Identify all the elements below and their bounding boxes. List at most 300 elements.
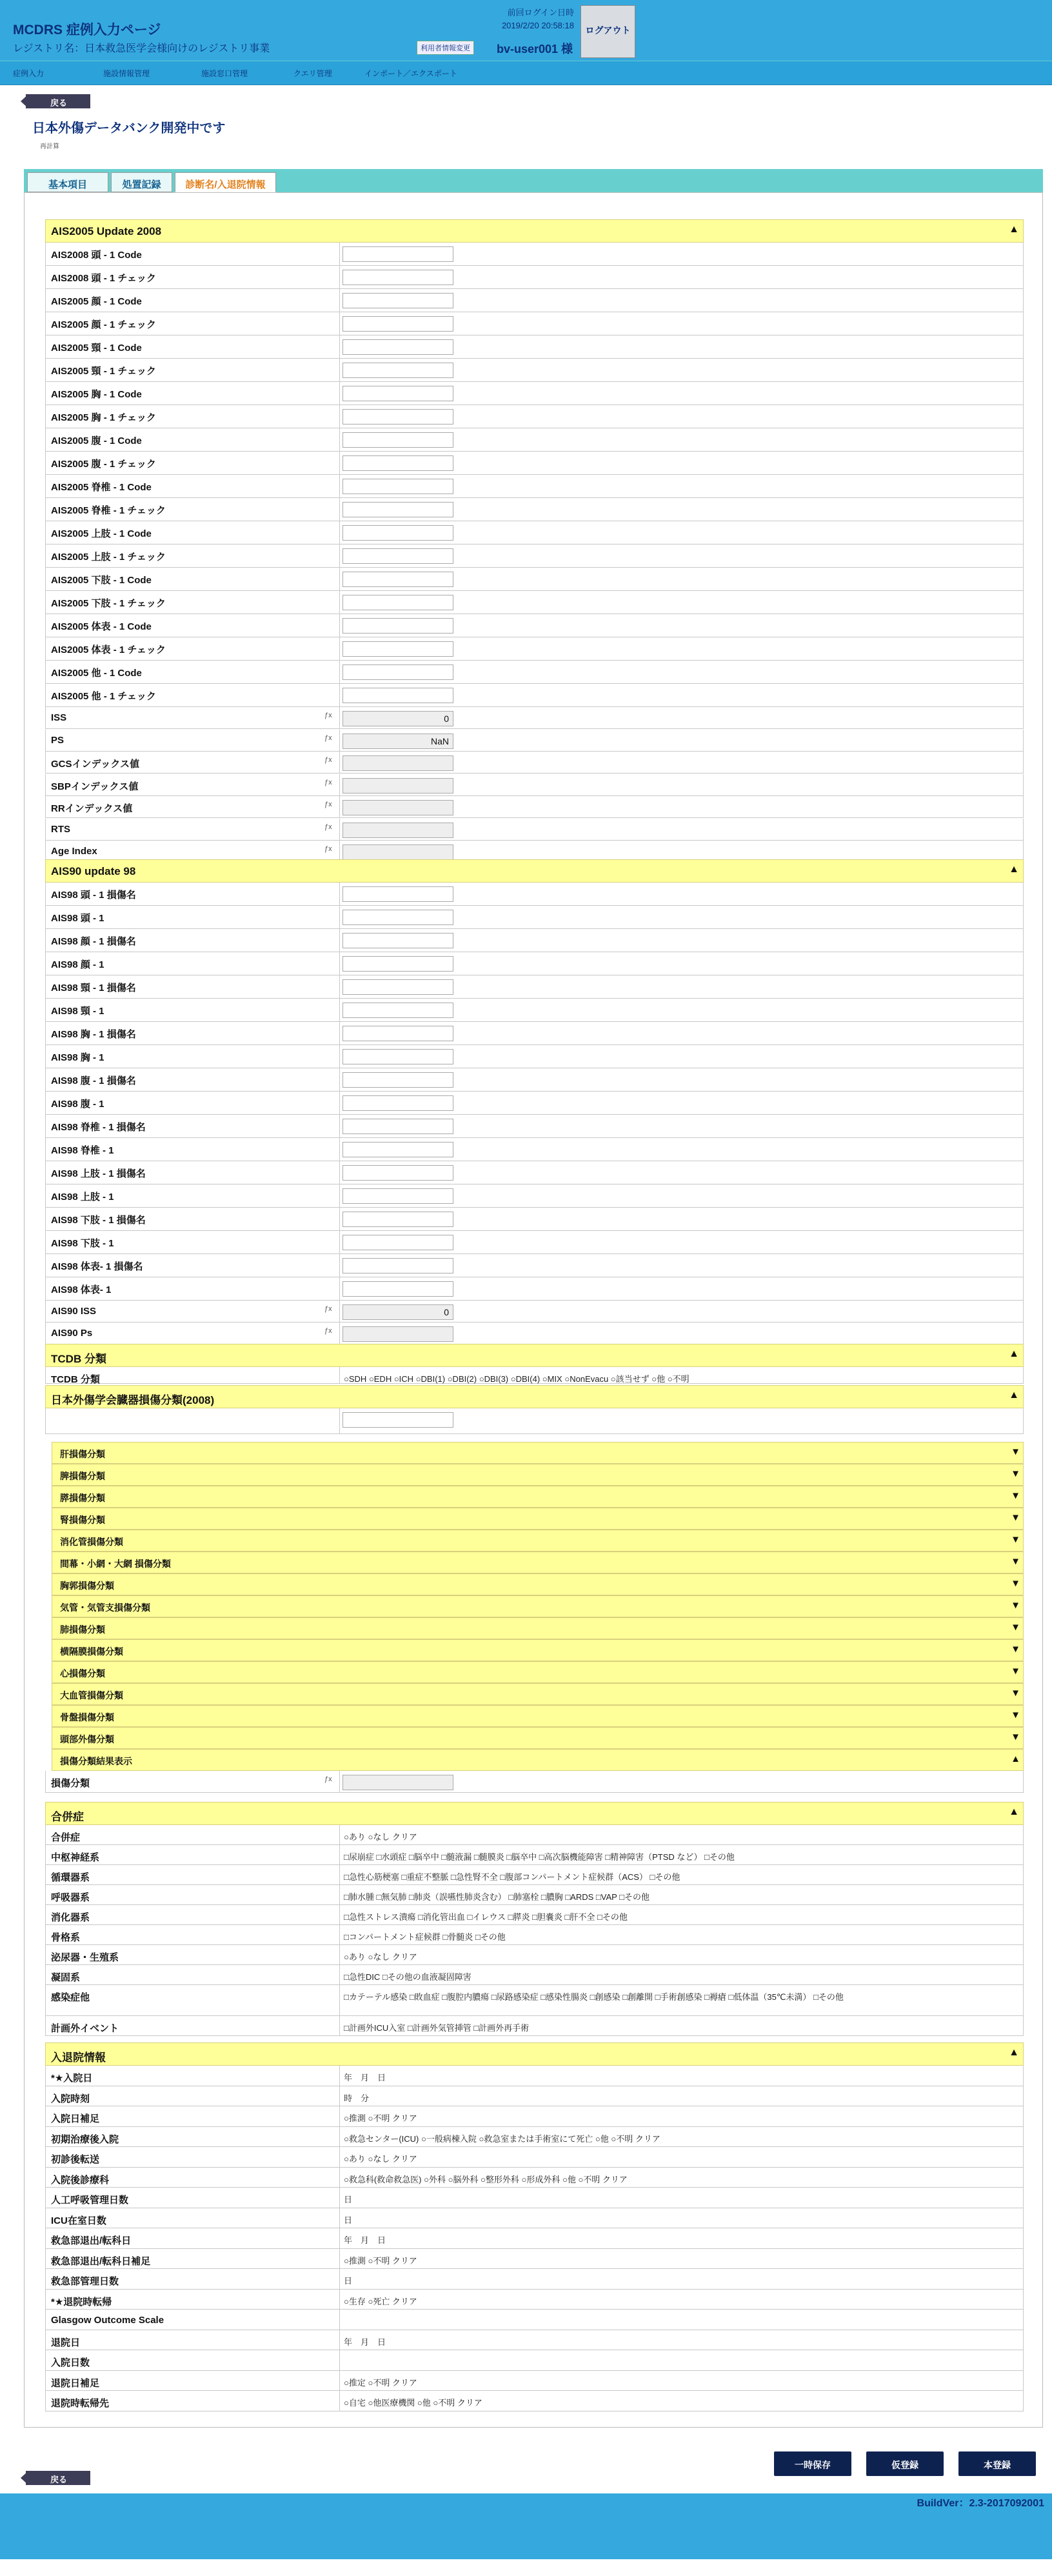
jast-subsection[interactable] — [52, 1617, 1024, 1639]
field-label: 骨格系 — [51, 1932, 81, 1943]
text-input[interactable] — [342, 502, 453, 517]
collapse-arrow-icon[interactable]: ▼ — [1011, 1468, 1020, 1479]
form-row — [45, 1771, 1024, 1793]
field-label: AIS2005 体表 - 1 チェック — [51, 644, 166, 655]
calc-icon: ƒx — [324, 1327, 332, 1335]
field-label: AIS2005 頸 - 1 Code — [51, 343, 142, 354]
nav-facility-info[interactable]: 施設情報管理 — [103, 69, 150, 78]
form-row — [45, 796, 1024, 818]
form-row — [45, 1865, 1024, 1885]
form-row — [45, 1115, 1024, 1138]
form-row — [45, 2330, 1024, 2351]
option-group[interactable]: □急性DIC □その他の血液凝固障害 — [344, 1972, 471, 1982]
option-group[interactable]: 年 月 日 — [344, 2235, 386, 2245]
field-label: 人工呼吸管理日数 — [51, 2195, 129, 2206]
field-label: AIS98 脊椎 - 1 損傷名 — [51, 1122, 146, 1133]
form-row — [45, 2188, 1024, 2208]
tcdb-section-title: TCDB 分類 — [51, 1353, 106, 1365]
form-row — [45, 1231, 1024, 1254]
option-group[interactable]: ○SDH ○EDH ○ICH ○DBI(1) ○DBI(2) ○DBI(3) ○DBI(4) ○MIX ○NonEvacu ○該当せず ○他 ○不明 — [344, 1374, 690, 1384]
ais90-section-title: AIS90 update 98 — [51, 865, 136, 877]
field-label: 感染症他 — [51, 1992, 90, 2003]
text-input[interactable] — [342, 1235, 453, 1250]
option-group[interactable]: □急性ストレス潰瘍 □消化管出血 □イレウス □膵炎 □胆嚢炎 □肝不全 □その他 — [344, 1912, 628, 1922]
jast-subsection[interactable] — [52, 1573, 1024, 1595]
text-input[interactable] — [342, 525, 453, 541]
field-label: 中枢神経系 — [51, 1852, 100, 1863]
jast-subsection[interactable] — [52, 1705, 1024, 1727]
text-input[interactable] — [342, 363, 453, 378]
option-group[interactable]: ○あり ○なし クリア — [344, 2154, 417, 2164]
jast-section[interactable] — [45, 1385, 1024, 1408]
field-label: AIS98 脊椎 - 1 — [51, 1145, 114, 1156]
collapse-arrow-icon[interactable]: ▼ — [1011, 1732, 1020, 1742]
form-row — [45, 2066, 1024, 2086]
nav-import-export[interactable]: インポート／エクスポート — [364, 69, 457, 78]
form-row — [45, 661, 1024, 684]
field-label: AIS98 胸 - 1 損傷名 — [51, 1029, 136, 1040]
field-label: 初診後転送 — [51, 2154, 100, 2165]
option-group[interactable]: □カテーテル感染 □敗血症 □腹腔内膿瘍 □尿路感染症 □感染性腸炎 □創感染 □創離開 □手術創感染 □褥瘡 □低体温（35℃未満） □その他 — [344, 1992, 844, 2002]
subsection-title: 脾損傷分類 — [60, 1471, 105, 1481]
field-label: 入院時刻 — [51, 2093, 90, 2104]
field-label: 損傷分類 — [51, 1778, 90, 1789]
text-input[interactable] — [342, 1072, 453, 1088]
form-row — [45, 1254, 1024, 1277]
complication-section[interactable] — [45, 1802, 1024, 1825]
field-label: AIS2005 胸 - 1 チェック — [51, 412, 156, 423]
form-row — [45, 637, 1024, 661]
collapse-arrow-icon[interactable]: ▼ — [1011, 1512, 1020, 1523]
ais2005-section[interactable] — [45, 219, 1024, 243]
field-label: SBPインデックス値 — [51, 781, 139, 792]
field-label: Age Index — [51, 846, 97, 857]
subsection-title: 心損傷分類 — [60, 1668, 105, 1679]
form-row — [45, 521, 1024, 544]
text-input[interactable] — [342, 455, 453, 471]
form-row — [45, 544, 1024, 568]
jast-subsection[interactable] — [52, 1727, 1024, 1749]
text-input[interactable] — [342, 1281, 453, 1297]
field-label: AIS98 下肢 - 1 損傷名 — [51, 1215, 146, 1226]
form-row — [45, 1301, 1024, 1323]
field-label: 凝固系 — [51, 1972, 81, 1983]
form-row — [45, 2147, 1024, 2168]
text-input[interactable] — [342, 979, 453, 995]
option-group[interactable]: ○推測 ○不明 クリア — [344, 2113, 417, 2123]
field-label: 初期治療後入院 — [51, 2133, 119, 2145]
subsection-title: 肝損傷分類 — [60, 1449, 105, 1459]
field-label: AIS2005 脊椎 - 1 Code — [51, 482, 152, 493]
form-row — [45, 906, 1024, 929]
field-label: 入院後診療科 — [51, 2174, 110, 2186]
field-label: AIS98 上肢 - 1 — [51, 1192, 114, 1203]
text-input[interactable] — [342, 339, 453, 355]
label-cell — [46, 819, 340, 840]
form-row — [45, 475, 1024, 498]
form-row — [45, 1845, 1024, 1865]
collapse-arrow-icon[interactable]: ▲ — [1009, 224, 1019, 235]
jast-subsection[interactable] — [52, 1683, 1024, 1705]
registry-name: レジストリ名：日本救急医学会様向けのレジストリ事業 — [13, 43, 270, 54]
form-row — [45, 1323, 1024, 1344]
user-name: bv-user001 様 — [497, 43, 573, 55]
option-group[interactable]: □コンパートメント症候群 □骨髄炎 □その他 — [344, 1932, 506, 1942]
calc-icon: ƒx — [324, 778, 332, 786]
form-row — [45, 1277, 1024, 1301]
main-nav — [0, 61, 1052, 85]
text-input[interactable] — [342, 933, 453, 948]
field-label: AIS90 ISS — [51, 1306, 97, 1317]
form-row — [45, 1885, 1024, 1905]
back-button-bottom[interactable]: 戻る — [26, 2471, 90, 2485]
calc-icon: ƒx — [324, 712, 332, 719]
subsection-title: 腎損傷分類 — [60, 1515, 105, 1525]
collapse-arrow-icon[interactable]: ▼ — [1011, 1600, 1020, 1611]
form-row — [45, 684, 1024, 707]
option-group[interactable]: ○推定 ○不明 クリア — [344, 2377, 417, 2388]
collapse-arrow-icon[interactable]: ▲ — [1011, 1753, 1020, 1764]
text-input[interactable] — [342, 800, 453, 815]
field-label: AIS2005 他 - 1 Code — [51, 668, 142, 679]
collapse-arrow-icon[interactable]: ▲ — [1009, 864, 1019, 875]
field-label: ICU在室日数 — [51, 2215, 106, 2226]
jast-subsection[interactable] — [52, 1486, 1024, 1508]
option-group[interactable]: ○あり ○なし クリア — [344, 1952, 417, 1962]
form-row — [45, 730, 1024, 752]
nav-facility-contact[interactable]: 施設窓口管理 — [201, 69, 248, 78]
jast-subsection[interactable] — [52, 1595, 1024, 1617]
label-cell — [46, 2086, 340, 2106]
change-user-info-button[interactable]: 利用者情報変更 — [417, 41, 474, 55]
option-group[interactable]: 時 分 — [344, 2093, 370, 2103]
subsection-title: 気管・気管支損傷分類 — [60, 1603, 150, 1613]
text-input[interactable] — [342, 844, 453, 860]
text-input[interactable] — [342, 1775, 453, 1790]
text-input[interactable] — [342, 1049, 453, 1064]
calc-icon: ƒx — [324, 823, 332, 831]
option-group[interactable]: ○生存 ○死亡 クリア — [344, 2296, 417, 2306]
field-label: 入院日数 — [51, 2357, 90, 2368]
text-input[interactable] — [342, 1326, 453, 1342]
form-row — [45, 774, 1024, 796]
text-input[interactable] — [342, 1003, 453, 1018]
form-row — [45, 2391, 1024, 2411]
label-cell — [46, 2330, 340, 2350]
text-input[interactable] — [342, 1165, 453, 1181]
text-input[interactable] — [342, 1142, 453, 1157]
label-cell — [46, 1985, 340, 2015]
text-input[interactable] — [342, 270, 453, 285]
field-label: AIS98 上肢 - 1 損傷名 — [51, 1168, 146, 1179]
field-label: AIS98 頭 - 1 損傷名 — [51, 890, 136, 901]
tcdb-section[interactable] — [45, 1344, 1024, 1367]
collapse-arrow-icon[interactable]: ▲ — [1009, 1390, 1019, 1401]
logout-button[interactable]: ログアウト — [581, 5, 635, 58]
form-row — [45, 1184, 1024, 1208]
form-row — [45, 2208, 1024, 2229]
label-cell — [46, 1905, 340, 1924]
calc-icon: ƒx — [324, 734, 332, 742]
option-group[interactable]: □急性心筋梗塞 □重症不整脈 □急性腎不全 □腹部コンパートメント症候群（ACS） □その他 — [344, 1872, 680, 1882]
form-row — [45, 1985, 1024, 2016]
form-row — [45, 975, 1024, 999]
field-label: AIS98 顔 - 1 — [51, 959, 104, 970]
form-row — [45, 568, 1024, 591]
subsection-title: 胸郭損傷分類 — [60, 1581, 114, 1591]
form-row — [45, 1208, 1024, 1231]
calc-icon: ƒx — [324, 845, 332, 853]
form-row — [45, 289, 1024, 312]
label-cell — [46, 707, 340, 728]
field-label: RTS — [51, 823, 70, 835]
form-row — [45, 2269, 1024, 2290]
field-label: GCSインデックス値 — [51, 759, 140, 770]
jast-subsection[interactable] — [52, 1661, 1024, 1683]
field-label: *★入院日 — [51, 2073, 93, 2084]
form-row — [45, 2350, 1024, 2371]
back-button[interactable]: 戻る — [26, 94, 90, 108]
label-cell — [46, 1925, 340, 1944]
field-label: AIS2005 下肢 - 1 チェック — [51, 598, 166, 609]
text-input[interactable] — [342, 1188, 453, 1204]
field-label: AIS2005 腹 - 1 チェック — [51, 459, 156, 470]
option-group[interactable]: □計画外ICU入室 □計画外気管挿管 □計画外再手術 — [344, 2023, 530, 2033]
form-row — [45, 2016, 1024, 2036]
collapse-arrow-icon[interactable]: ▼ — [1011, 1578, 1020, 1589]
field-label: 入院日補足 — [51, 2113, 100, 2124]
form-row — [45, 405, 1024, 428]
field-label: RRインデックス値 — [51, 803, 133, 814]
text-input[interactable]: 0 — [342, 1304, 453, 1320]
form-row — [45, 1138, 1024, 1161]
text-input[interactable] — [342, 572, 453, 587]
collapse-arrow-icon[interactable]: ▼ — [1011, 1490, 1020, 1501]
form-row — [45, 2310, 1024, 2330]
text-input[interactable] — [342, 293, 453, 308]
jast-subsection[interactable] — [52, 1639, 1024, 1661]
text-input[interactable] — [342, 1412, 453, 1428]
text-input[interactable] — [342, 755, 453, 771]
field-label: 退院時転帰先 — [51, 2398, 110, 2409]
temp-save-button[interactable]: 一時保存 — [774, 2451, 851, 2476]
text-input[interactable] — [342, 409, 453, 424]
subsection-title: 膵損傷分類 — [60, 1493, 105, 1503]
label-cell — [46, 1965, 340, 1984]
form-row — [45, 929, 1024, 952]
field-label: AIS98 下肢 - 1 — [51, 1238, 114, 1249]
form-row — [45, 312, 1024, 335]
option-group[interactable]: 日 — [344, 2276, 353, 2286]
text-input[interactable] — [342, 641, 453, 657]
text-input[interactable] — [342, 778, 453, 794]
field-label: AIS98 頸 - 1 損傷名 — [51, 983, 136, 993]
calc-icon: ƒx — [324, 801, 332, 808]
text-input[interactable] — [342, 316, 453, 332]
text-input[interactable] — [342, 1212, 453, 1227]
text-input[interactable]: 0 — [342, 711, 453, 726]
collapse-arrow-icon[interactable]: ▼ — [1011, 1622, 1020, 1633]
form-row — [45, 359, 1024, 382]
text-input[interactable] — [342, 1119, 453, 1134]
collapse-arrow-icon[interactable]: ▲ — [1009, 1806, 1019, 1817]
final-register-button[interactable]: 本登録 — [958, 2451, 1036, 2476]
field-label: AIS2005 脊椎 - 1 チェック — [51, 505, 166, 516]
field-label: AIS2005 腹 - 1 Code — [51, 435, 142, 446]
label-cell — [46, 1408, 340, 1433]
tab-basic[interactable]: 基本項目 — [27, 172, 108, 192]
collapse-arrow-icon[interactable]: ▼ — [1011, 1446, 1020, 1457]
option-group[interactable]: ○あり ○なし クリア — [344, 1832, 417, 1842]
form-row — [45, 1965, 1024, 1985]
recalc-link[interactable]: 再計算 — [40, 143, 59, 150]
nav-query[interactable]: クエリ管理 — [293, 69, 332, 78]
jast-subsection[interactable] — [52, 1552, 1024, 1573]
collapse-arrow-icon[interactable]: ▼ — [1011, 1534, 1020, 1545]
text-input[interactable]: NaN — [342, 734, 453, 749]
text-input[interactable] — [342, 886, 453, 902]
field-label: TCDB 分類 — [51, 1374, 100, 1385]
jast-subsection[interactable] — [52, 1464, 1024, 1486]
app-title: MCDRS 症例入力ページ — [13, 23, 161, 37]
text-input[interactable] — [342, 1258, 453, 1273]
option-group[interactable]: 年 月 日 — [344, 2337, 386, 2347]
jast-subsection[interactable] — [52, 1749, 1024, 1771]
option-group[interactable]: □肺水腫 □無気肺 □肺炎（誤嚥性肺炎含む） □肺塞栓 □膿胸 □ARDS □VAP □その他 — [344, 1892, 650, 1902]
jast-subsection[interactable] — [52, 1530, 1024, 1552]
text-input[interactable] — [342, 479, 453, 494]
subsection-title: 損傷分類結果表示 — [60, 1756, 132, 1766]
form-row — [45, 707, 1024, 729]
text-input[interactable] — [342, 548, 453, 564]
form-row — [45, 266, 1024, 289]
field-label: AIS2005 他 - 1 チェック — [51, 691, 156, 702]
form-row — [45, 428, 1024, 452]
option-group[interactable]: ○救急科(救命救急医) ○外科 ○脳外科 ○整形外科 ○形成外科 ○他 ○不明 クリア — [344, 2174, 628, 2184]
option-group[interactable]: ○自宅 ○他医療機関 ○他 ○不明 クリア — [344, 2398, 482, 2408]
admission-section[interactable] — [45, 2042, 1024, 2066]
form-row — [45, 2086, 1024, 2107]
text-input[interactable] — [342, 618, 453, 634]
label-cell — [46, 730, 340, 751]
build-version: BuildVer：2.3-2017092001 — [917, 2498, 1044, 2509]
field-label: AIS98 腹 - 1 損傷名 — [51, 1075, 136, 1086]
nav-case-entry[interactable]: 症例入力 — [13, 69, 45, 78]
app-header — [0, 0, 1052, 61]
form-row — [45, 1925, 1024, 1945]
field-label: AIS2008 頭 - 1 チェック — [51, 273, 156, 284]
field-label: AIS2005 体表 - 1 Code — [51, 621, 152, 632]
field-label: 退院日 — [51, 2337, 81, 2348]
page-title: 日本外傷データバンク開発中です — [32, 121, 226, 135]
text-input[interactable] — [342, 664, 453, 680]
subsection-title: 骨盤損傷分類 — [60, 1712, 114, 1722]
field-label: 循環器系 — [51, 1872, 90, 1883]
text-input[interactable] — [342, 910, 453, 925]
field-label: 救急部退出/転科日補足 — [51, 2255, 151, 2267]
label-cell — [46, 1825, 340, 1844]
field-label: AIS98 頸 - 1 — [51, 1006, 104, 1017]
form-row — [45, 1068, 1024, 1092]
tab-diagnosis[interactable]: 診断名/入退院情報 — [175, 172, 276, 192]
form-row — [45, 2228, 1024, 2249]
text-input[interactable] — [342, 432, 453, 448]
form-row — [45, 1022, 1024, 1045]
field-label: *★退院時転帰 — [51, 2296, 112, 2308]
text-input[interactable] — [342, 1026, 453, 1041]
field-label: 消化器系 — [51, 1912, 90, 1923]
form-row — [45, 2371, 1024, 2391]
collapse-arrow-icon[interactable]: ▼ — [1011, 1688, 1020, 1699]
field-label: AIS98 胸 - 1 — [51, 1052, 104, 1063]
admission-section-title: 入退院情報 — [51, 2052, 106, 2064]
ais90-section[interactable] — [45, 859, 1024, 883]
collapse-arrow-icon[interactable]: ▼ — [1011, 1710, 1020, 1721]
form-row — [45, 452, 1024, 475]
collapse-arrow-icon[interactable]: ▼ — [1011, 1666, 1020, 1677]
form-row — [45, 2168, 1024, 2188]
option-group[interactable]: 年 月 日 — [344, 2073, 386, 2082]
form-row — [45, 1367, 1024, 1384]
field-label: 退院日補足 — [51, 2377, 100, 2389]
footer — [0, 2493, 1052, 2559]
option-group[interactable]: ○推測 ○不明 クリア — [344, 2255, 417, 2266]
form-row — [45, 614, 1024, 637]
last-login: 前回ログイン日時 2019/2/20 20:58:18 — [501, 8, 574, 30]
collapse-arrow-icon[interactable]: ▲ — [1009, 1348, 1019, 1359]
option-group[interactable]: 日 — [344, 2215, 353, 2225]
option-group[interactable]: □尿崩症 □水頭症 □脳卒中 □髄液漏 □髄膜炎 □脳卒中 □高次脳機能障害 □精神障害（PTSD など） □その他 — [344, 1852, 735, 1862]
field-label: AIS98 体表- 1 — [51, 1284, 112, 1295]
collapse-arrow-icon[interactable]: ▼ — [1011, 1556, 1020, 1567]
jast-subsection[interactable] — [52, 1442, 1024, 1464]
option-group[interactable]: ○救急センター(ICU) ○一般病棟入院 ○救急室または手術室にて死亡 ○他 ○不明 クリア — [344, 2133, 660, 2144]
tab-treatment[interactable]: 処置記録 — [111, 172, 172, 192]
collapse-arrow-icon[interactable]: ▲ — [1009, 2047, 1019, 2058]
field-label: AIS2005 下肢 - 1 Code — [51, 575, 152, 586]
text-input[interactable] — [342, 595, 453, 610]
text-input[interactable] — [342, 956, 453, 972]
text-input[interactable] — [342, 1095, 453, 1111]
subsection-title: 間幕・小網・大網 損傷分類 — [60, 1559, 171, 1569]
form-row — [45, 752, 1024, 774]
text-input[interactable] — [342, 386, 453, 401]
form-row — [45, 2290, 1024, 2310]
option-group[interactable]: 日 — [344, 2195, 353, 2204]
form-row — [45, 1905, 1024, 1925]
label-cell — [46, 2350, 340, 2370]
form-row — [45, 498, 1024, 521]
field-label: 合併症 — [51, 1832, 81, 1843]
field-label: ISS — [51, 712, 67, 723]
text-input[interactable] — [342, 246, 453, 262]
ais2005-section-title: AIS2005 Update 2008 — [51, 225, 162, 237]
label-cell — [46, 1885, 340, 1904]
subsection-title: 横隔膜損傷分類 — [60, 1646, 123, 1657]
complication-section-title: 合併症 — [51, 1811, 84, 1823]
provisional-register-button[interactable]: 仮登録 — [866, 2451, 944, 2476]
jast-subsection[interactable] — [52, 1508, 1024, 1530]
text-input[interactable] — [342, 688, 453, 703]
field-label: AIS2005 顔 - 1 Code — [51, 296, 142, 307]
text-input[interactable] — [342, 823, 453, 838]
subsection-title: 消化管損傷分類 — [60, 1537, 123, 1547]
field-label: AIS98 頭 - 1 — [51, 913, 104, 924]
collapse-arrow-icon[interactable]: ▼ — [1011, 1644, 1020, 1655]
calc-icon: ƒx — [324, 756, 332, 764]
field-label: AIS2005 上肢 - 1 Code — [51, 528, 152, 539]
form-row — [45, 2127, 1024, 2148]
